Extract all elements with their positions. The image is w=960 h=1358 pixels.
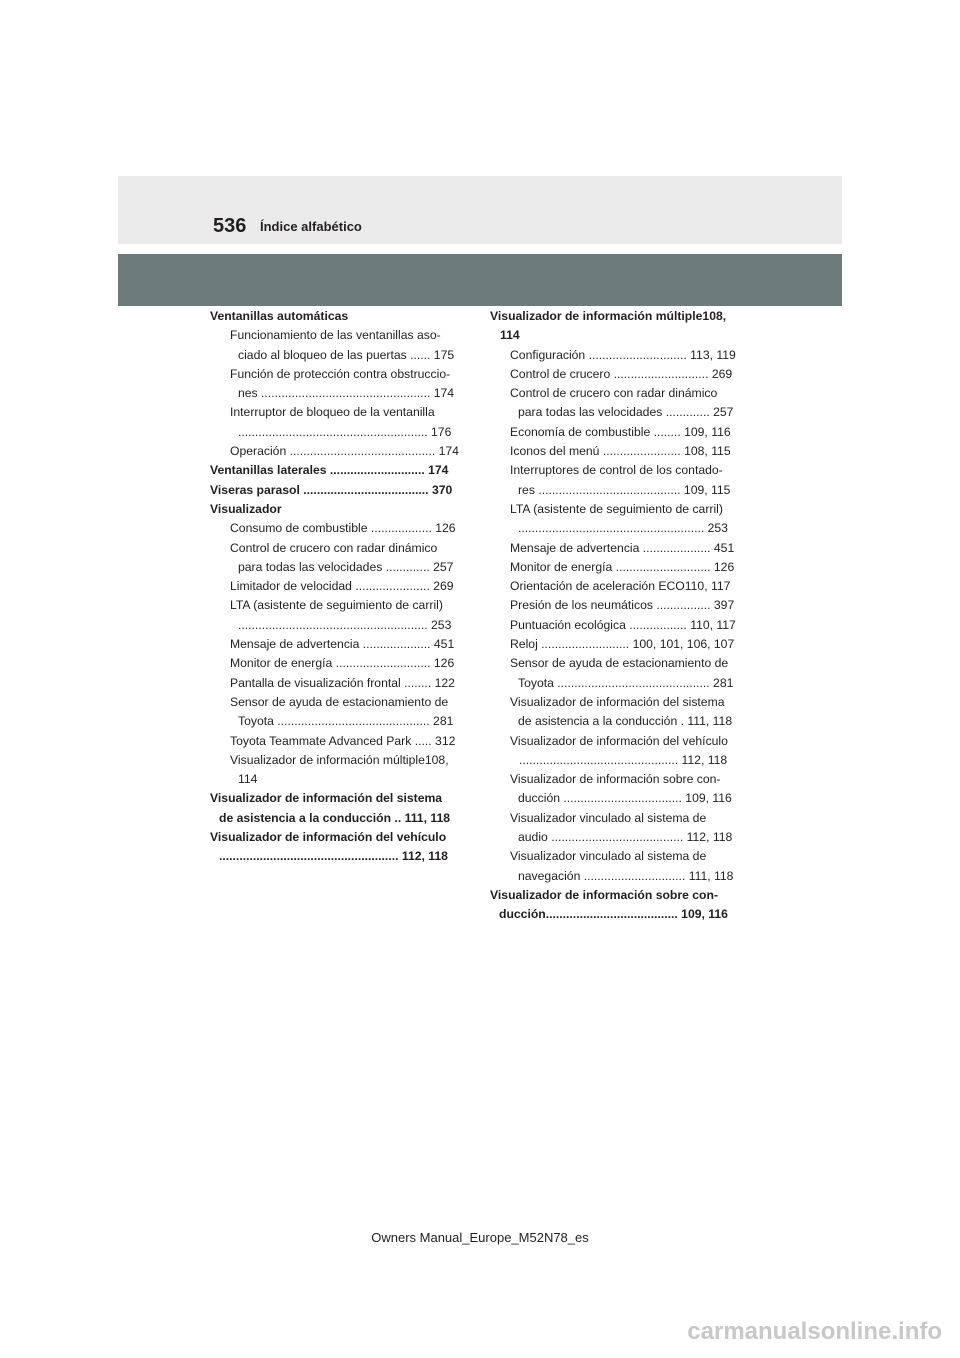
- index-entry: Consumo de combustible .................. 126: [230, 521, 456, 536]
- index-entry-continuation: nes .................................................. 174: [238, 386, 455, 401]
- index-entry: Visualizador de información múltiple108,: [230, 752, 449, 767]
- index-entry: Visualizador de información sobre con-: [510, 772, 721, 787]
- index-entry: Interruptor de bloqueo de la ventanilla: [230, 405, 435, 420]
- index-entry: Visualizador vinculado al sistema de: [510, 849, 707, 864]
- index-entry: Pantalla de visualización frontal ........ 122: [230, 675, 455, 690]
- index-entry: Funcionamiento de las ventanillas aso-: [230, 328, 441, 343]
- index-entry: Limitador de velocidad ...................... 269: [230, 579, 454, 594]
- index-entry-continuation: Toyota ............................................. 281: [238, 714, 454, 729]
- index-entry-continuation: 114: [500, 328, 520, 343]
- section-title: Índice alfabético: [260, 219, 362, 234]
- index-entry: Puntuación ecológica ................. 110, 117: [510, 617, 736, 632]
- index-entry: Economía de combustible ........ 109, 116: [510, 424, 731, 439]
- index-entry: Monitor de energía ............................ 126: [230, 656, 455, 671]
- index-entry: Visualizador de información sobre con-: [490, 887, 718, 902]
- index-entry: Visualizador de información del sistema: [510, 694, 725, 709]
- index-entry: Monitor de energía ............................ 126: [510, 559, 735, 574]
- index-entry-continuation: ........................................................ 176: [238, 424, 452, 439]
- index-entry: Mensaje de advertencia .................... 451: [230, 637, 455, 652]
- index-entry: Visualizador de información del vehículo: [210, 830, 447, 845]
- index-entry: Visualizador vinculado al sistema de: [510, 810, 707, 825]
- page-number: 536: [213, 215, 247, 237]
- index-entry: Reloj .......................... 100, 101, 106, 107: [510, 637, 735, 652]
- index-entry: Toyota Teammate Advanced Park ..... 312: [230, 733, 456, 748]
- index-entry: Visualizador de información múltiple108,: [490, 309, 727, 323]
- index-entry: Control de crucero ............................ 269: [510, 366, 733, 381]
- index-entry: Sensor de ayuda de estacionamiento de: [510, 656, 729, 671]
- footer-document-id: Owners Manual_Europe_M52N78_es: [371, 1230, 589, 1245]
- index-column-left: [210, 307, 461, 867]
- watermark: carmanualsonline.info: [687, 1318, 942, 1345]
- index-entry-continuation: de asistencia a la conducción . 111, 118: [518, 714, 733, 729]
- index-entry-continuation: navegación .............................. 111, 118: [518, 868, 734, 883]
- index-entry-continuation: ciado al bloqueo de las puertas ...... 175: [238, 347, 455, 362]
- index-entry-continuation: ............................................... 112, 118: [519, 752, 728, 767]
- index-entry: Sensor de ayuda de estacionamiento de: [230, 694, 449, 709]
- index-entry-continuation: ducción ................................... 109, 116: [518, 791, 732, 806]
- index-entry: LTA (asistente de seguimiento de carril): [510, 501, 723, 516]
- index-entry-continuation: ....................................................... 253: [518, 521, 728, 536]
- index-entry-continuation: ducción....................................... 109, 116: [499, 907, 728, 922]
- index-entry: Ventanillas automáticas: [210, 309, 349, 323]
- index-entry-continuation: de asistencia a la conducción .. 111, 118: [219, 810, 451, 825]
- index-entry: Función de protección contra obstruccio-: [230, 366, 451, 381]
- index-entry-continuation: audio ....................................... 112, 118: [518, 830, 733, 845]
- index-entry: Ventanillas laterales ............................ 174: [210, 463, 449, 478]
- index-entry-continuation: ..................................................... 112, 118: [219, 849, 448, 864]
- index-entry: Viseras parasol ..................................... 370: [210, 482, 453, 497]
- index-entry: Interruptores de control de los contado-: [510, 463, 723, 478]
- index-entry: Configuración ............................. 113, 119: [510, 347, 736, 362]
- index-entry: Visualizador de información del sistema: [210, 791, 443, 806]
- index-entry-continuation: para todas las velocidades ............. 257: [518, 405, 734, 420]
- index-entry-continuation: Toyota ............................................. 281: [518, 675, 734, 690]
- index-entry-continuation: ........................................................ 253: [238, 617, 452, 632]
- index-entry-continuation: res .......................................... 109, 115: [518, 482, 731, 497]
- section-banner: [118, 254, 842, 306]
- index-entry-continuation: para todas las velocidades ............. 257: [238, 559, 454, 574]
- index-column-right: [490, 307, 741, 925]
- index-entry: Iconos del menú ....................... 108, 115: [510, 444, 731, 459]
- index-entry: Visualizador: [210, 501, 282, 516]
- index-entry: Mensaje de advertencia .................... 451: [510, 540, 735, 555]
- index-entry-continuation: 114: [238, 772, 258, 787]
- index-entry: Presión de los neumáticos ................ 397: [510, 598, 735, 613]
- index-entry: Control de crucero con radar dinámico: [510, 386, 718, 401]
- index-entry: Orientación de aceleración ECO110, 117: [510, 579, 731, 594]
- index-entry: Visualizador de información del vehículo: [510, 733, 728, 748]
- index-entry: LTA (asistente de seguimiento de carril): [230, 598, 443, 613]
- index-entry: Control de crucero con radar dinámico: [230, 540, 438, 555]
- index-entry: Operación ........................................... 174: [230, 444, 459, 459]
